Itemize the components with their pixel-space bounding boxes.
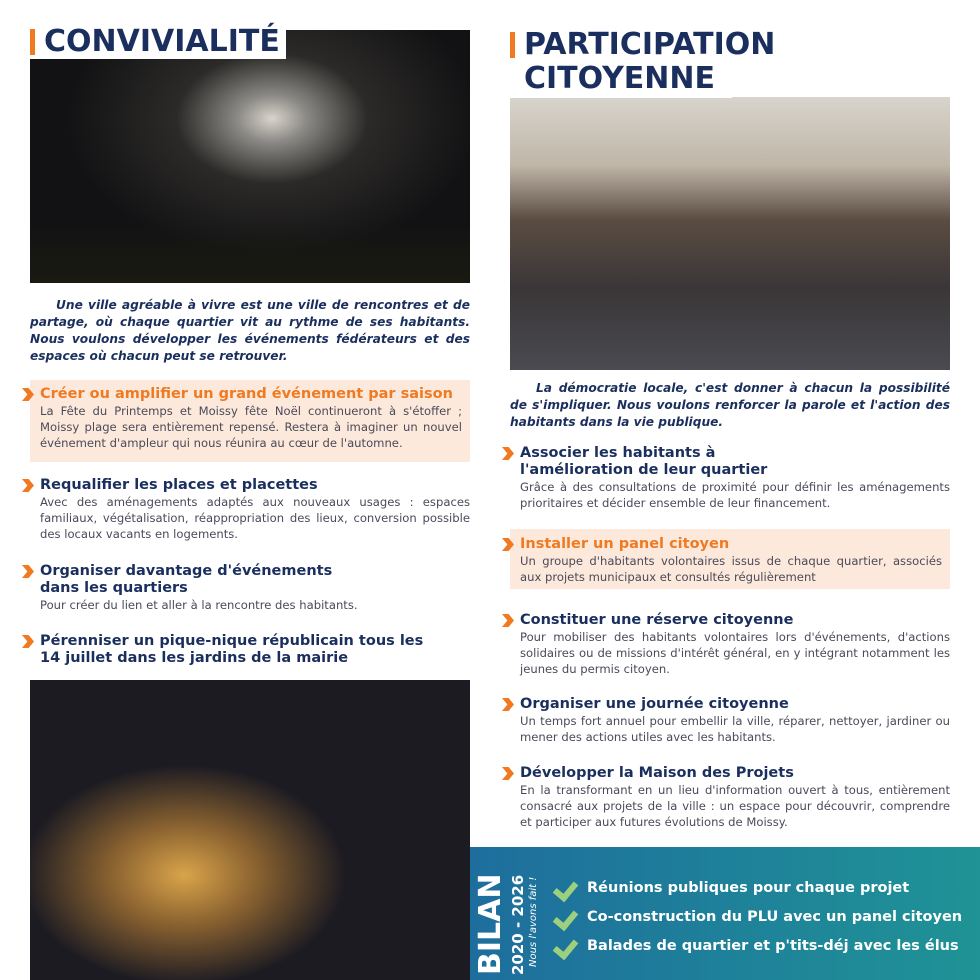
title-line: PARTICIPATION <box>524 27 776 62</box>
item-title: Créer ou amplifier un grand événement par saison <box>40 386 453 402</box>
item-title: Associer les habitants à l'amélioration de leur quartier <box>520 445 768 478</box>
chevron-icon <box>22 635 34 648</box>
bilan-banner <box>470 847 980 980</box>
item-text: La Fête du Printemps et Moissy fête Noël continueront à s'étoffer ; Moissy plage sera entièrement repensé. Restera à imaginer un nouvel événement d'ampleur qui nous réunira au cœur de l'automne. <box>40 404 462 450</box>
bilan-years: 2020 - 2026 <box>509 874 527 975</box>
bilan-slogan: Nous l'avons fait ! <box>528 876 539 967</box>
item-title: Organiser davantage d'événements dans les quartiers <box>40 563 333 596</box>
item-text: Pour mobiliser des habitants volontaires lors d'événements, d'actions solidaires ou de missions d'intérêt général, en y intégrant notamment les jeunes du permis citoyen. <box>520 630 950 676</box>
bilan-label: BILAN <box>473 873 508 975</box>
convivialite-item-4 <box>30 633 430 667</box>
check-icon <box>555 936 579 956</box>
item-text: Un temps fort annuel pour embellir la ville, réparer, nettoyer, jardiner ou mener des actions utiles avec les habitants. <box>520 714 950 744</box>
participation-item-4 <box>510 696 950 745</box>
section-title-convivialite: CONVIVIALITÉ <box>30 25 286 59</box>
item-text: Pour créer du lien et aller à la rencontre des habitants. <box>40 598 358 612</box>
title-line: CITOYENNE <box>524 61 716 96</box>
chevron-icon <box>502 538 514 551</box>
check-icon <box>555 878 579 898</box>
chevron-icon <box>22 388 34 401</box>
convivialite-item-1 <box>30 380 470 462</box>
participation-item-1 <box>510 445 950 511</box>
section-title-participation <box>510 27 776 98</box>
item-text: En la transformant en un lieu d'information ouvert à tous, entièrement consacré aux projets de la ville : un espace pour découvrir, comprendre et participer aux futures évolutions de Moissy. <box>520 783 950 829</box>
chevron-icon <box>22 565 34 578</box>
achievement-text: Balades de quartier et p'tits-déj avec les élus <box>587 937 959 954</box>
achievements-list <box>555 873 962 960</box>
item-title: Requalifier les places et placettes <box>40 477 318 493</box>
item-title: Organiser une journée citoyenne <box>520 696 789 712</box>
item-title: Installer un panel citoyen <box>520 536 730 552</box>
item-title: Constituer une réserve citoyenne <box>520 612 794 628</box>
convivialite-intro: Une ville agréable à vivre est une ville de rencontres et de partage, où chaque quartier vit au rythme de ses habitants. Nous voulons développer les événements fédérateurs et des espaces où chacun peut se retrouver. <box>30 298 470 363</box>
chevron-icon <box>502 698 514 711</box>
christmas-tree-photo <box>30 680 470 980</box>
achievement-item <box>555 931 962 960</box>
convivialite-item-2 <box>30 477 470 542</box>
check-icon <box>555 907 579 927</box>
item-text: Un groupe d'habitants volontaires issus de chaque quartier, associés aux projets municipaux et consultés régulièrement <box>520 554 942 584</box>
item-text: Grâce à des consultations de proximité pour définir les aménagements prioritaires et décider ensemble de leur financement. <box>520 480 950 510</box>
achievement-item <box>555 902 962 931</box>
participation-intro: La démocratie locale, c'est donner à chacun la possibilité de s'impliquer. Nous voulons renforcer la parole et l'action des habitants dans la vie publique. <box>510 381 950 429</box>
participation-item-2 <box>510 529 950 589</box>
public-meeting-photo <box>510 97 950 370</box>
participation-item-5 <box>510 765 950 830</box>
item-title: Développer la Maison des Projets <box>520 765 794 781</box>
chevron-icon <box>502 767 514 780</box>
fireworks-photo <box>30 30 470 283</box>
chevron-icon <box>502 614 514 627</box>
achievement-item <box>555 873 962 902</box>
chevron-icon <box>22 479 34 492</box>
participation-item-3 <box>510 612 950 677</box>
item-title: Pérenniser un pique-nique républicain tous les 14 juillet dans les jardins de la mairie <box>40 633 424 666</box>
chevron-icon <box>502 447 514 460</box>
bilan-logo <box>473 855 552 975</box>
convivialite-item-3 <box>30 563 370 613</box>
achievement-text: Co-construction du PLU avec un panel citoyen <box>587 908 963 925</box>
achievement-text: Réunions publiques pour chaque projet <box>587 879 910 896</box>
item-text: Avec des aménagements adaptés aux nouveaux usages : espaces familiaux, végétalisation, réappropriation des lieux, conversion possible des locaux vacants en logements. <box>40 495 470 541</box>
